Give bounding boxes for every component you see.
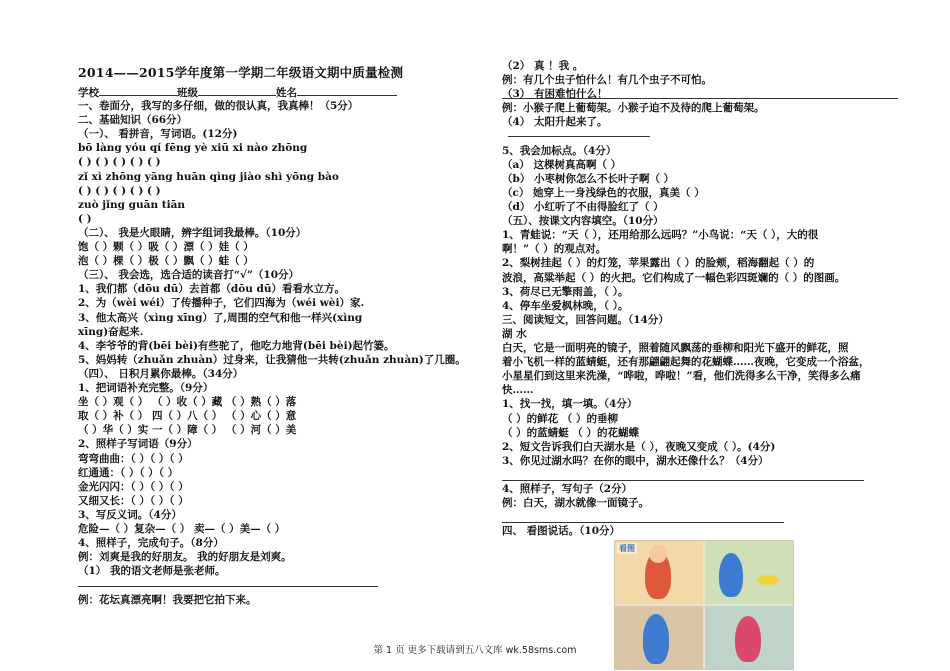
name-label: 姓名 bbox=[276, 87, 297, 99]
answer-line[interactable] bbox=[502, 522, 784, 523]
question-line: 弯弯曲曲：（ ）（ ）（ ） bbox=[78, 452, 189, 465]
question-line: 波浪，高粱举起（ ）的火把。它们构成了一幅色彩四斑斓的（ ）的图画。 bbox=[502, 271, 846, 284]
school-field[interactable] bbox=[99, 86, 177, 96]
question-line: 红通通：（ ）（ ）（ ） bbox=[78, 466, 179, 479]
question-line: （ ）的鲜花 （ ）的垂柳 bbox=[502, 412, 618, 425]
name-field[interactable] bbox=[297, 86, 397, 96]
question-line: （二）、 我是火眼睛，辨字组词我最棒。（10分） bbox=[78, 226, 307, 239]
question-line: 2、短文告诉我们白天湖水是（ ），夜晚又变成（ ）。(4分) bbox=[502, 440, 776, 453]
question-line: ( ) bbox=[78, 212, 92, 225]
question-line: ( ) ( ) ( ) ( ) ( ) bbox=[78, 184, 161, 197]
question-line: （3） 有困难怕什么！ bbox=[502, 88, 608, 101]
question-line: zǐ xì zhōng yāng huān qìng jiào shì yōng bào bbox=[78, 170, 339, 183]
student-info-row bbox=[78, 86, 397, 100]
page-footer: 第 1 页 更多下载请到五八文库 wk.58sms.com bbox=[373, 645, 577, 656]
question-line: 坐（ ）观（ ） （ ）收（ ）藏 （ ）熟（ ）落 bbox=[78, 396, 297, 409]
question-line: xīng)奋起来. bbox=[78, 325, 144, 338]
question-line: 一、卷面分，我写的多仔细，做的很认真，我真棒！（5分） bbox=[78, 100, 359, 112]
question-line: 5、妈妈转（zhuǎn zhuàn）过身来，让我猜他一共转(zhuǎn zhuàn)了几圈。 bbox=[78, 353, 466, 366]
question-line: 例：刘爽是我的好朋友。 我的好朋友是刘爽。 bbox=[78, 551, 292, 564]
question-line: bō làng yóu qí fēng yè xiū xi nào zhōng bbox=[78, 142, 308, 155]
question-line: （三）、 我会选，选合适的读音打“√”（10分） bbox=[78, 269, 299, 282]
exam-title: 2014——2015学年度第一学期二年级语文期中质量检测 bbox=[78, 65, 404, 80]
question-line: （d） 小红听了不由得脸红了（ ） bbox=[502, 201, 664, 213]
question-line: 5、我会加标点。（4分） bbox=[502, 144, 617, 157]
question-line: 金光闪闪：（ ）（ ）（ ） bbox=[78, 480, 189, 493]
question-line: 例：有几个虫子怕什么！有几个虫子不可怕。 bbox=[502, 74, 712, 87]
question-line: 3、写反义词。（4分） bbox=[78, 508, 182, 521]
question-line: 四、 看图说话。（10分） bbox=[502, 525, 621, 538]
question-line: 3、他太高兴（xìng xīng）了,周围的空气和他一样兴(xìng bbox=[78, 311, 363, 324]
question-line: （a） 这棵树真高啊（ ） bbox=[502, 158, 622, 171]
question-line: 例：小猴子爬上葡萄架。小猴子迫不及待的爬上葡萄架。 bbox=[502, 102, 765, 115]
question-line: 2、照样子写词语（9分） bbox=[78, 438, 198, 451]
question-line: 1、青蛙说：“天（ ），还用给那么远吗？”小鸟说：“天（ ），大的很 bbox=[502, 229, 819, 242]
question-line: （b） 小枣树你怎么不长叶子啊（ ） bbox=[502, 172, 675, 185]
story-panel-4 bbox=[705, 606, 793, 669]
question-line: 1、我们都（dōu dū）去首都（dōu dū）看看水立方。 bbox=[78, 283, 346, 296]
question-line: 2、为（wèi wéi）了传播种子，它们四海为（wéi wèi）家. bbox=[78, 297, 365, 310]
question-line: 4、停车坐爱枫林晚，（ ）。 bbox=[502, 299, 629, 312]
question-line: 4、李爷爷的背(bēi bèi)有些驼了，他吃力地背(bēi bèi)起竹篓。 bbox=[78, 339, 395, 352]
question-line: （ ）的蓝蜻蜓 （ ）的花蝴蝶 bbox=[502, 426, 639, 439]
class-label: 班级 bbox=[177, 87, 198, 99]
question-line: 3、荷尽已无擎雨盖，（ ）。 bbox=[502, 285, 629, 298]
question-line: （ ）华（ ）实 一（ ）障（ ） （ ）河（ ）美 bbox=[78, 424, 297, 437]
question-line: 小星星们到这里来洗澡，“哗啦，哗啦！”看，他们洗得多么干净，笑得多么痛 bbox=[502, 370, 861, 383]
question-line: 例：白天，湖水就像一面镜子。 bbox=[502, 497, 649, 510]
answer-line[interactable] bbox=[78, 586, 378, 587]
question-line: 4、照样子，完成句子。（8分） bbox=[78, 537, 224, 550]
answer-line[interactable] bbox=[502, 98, 898, 99]
question-line: 着小飞机一样的蓝蜻蜓，还有那翩翩起舞的花蝴蝶……夜晚，它变成一个浴盆， bbox=[502, 356, 870, 369]
question-line: （1） 我的语文老师是张老师。 bbox=[78, 565, 226, 578]
question-line: 啊！”（ ）的观点对。 bbox=[502, 243, 607, 256]
story-panel-3 bbox=[615, 606, 703, 669]
answer-line[interactable] bbox=[502, 480, 864, 481]
question-line: ( ) ( ) ( ) ( ) ( ) bbox=[78, 156, 161, 169]
question-line: 1、把词语补充完整。（9分） bbox=[78, 382, 214, 394]
school-label: 学校 bbox=[78, 87, 99, 99]
question-line: 饱（ ）颗（ ）吸（ ）漂（ ）娃（ ） bbox=[78, 241, 254, 253]
question-line: 取（ ）补（ ） 四（ ）八（ ） （ ）心（ ）意 bbox=[78, 410, 297, 423]
question-line: （五）、按课文内容填空。（10分） bbox=[502, 215, 664, 228]
question-line: 危险—（ ）复杂—（ ） 卖—（ ）美—（ ） bbox=[78, 523, 286, 535]
question-line: （一）、 看拼音，写词语。(12分) bbox=[78, 128, 238, 141]
question-line: 快…… bbox=[502, 384, 534, 397]
question-line: 4、照样子，写句子（2分） bbox=[502, 483, 633, 495]
question-line: 二、基础知识（66分） bbox=[78, 114, 188, 127]
question-line: 湖 水 bbox=[502, 327, 527, 340]
question-line: 泡（ ）棵（ ）极（ ）飘（ ）蛙（ ） bbox=[78, 255, 254, 268]
question-line: （2） 真 ！我 。 bbox=[502, 60, 584, 72]
picture-tag: 看图 bbox=[619, 544, 635, 553]
story-panel-2 bbox=[705, 541, 793, 604]
question-line: （c） 她穿上一身浅绿色的衣服，真美（ ） bbox=[502, 186, 705, 199]
question-line: 白天，它是一面明亮的镜子，照着随风飘荡的垂柳和阳光下盛开的鲜花，照 bbox=[502, 342, 849, 354]
question-line: 3、你见过湖水吗？在你的眼中，湖水还像什么？（4分） bbox=[502, 454, 769, 467]
question-line: zuò jǐng guān tiān bbox=[78, 198, 186, 211]
question-line: 例：花坛真漂亮啊！我要把它拍下来。 bbox=[78, 593, 257, 606]
question-line: （4） 太阳升起来了。 bbox=[502, 116, 608, 129]
question-line: 1、找一找，填一填。（4分） bbox=[502, 398, 638, 411]
answer-line[interactable] bbox=[508, 136, 650, 137]
class-field[interactable] bbox=[198, 86, 276, 96]
question-line: 三、阅读短文，回答问题。（14分） bbox=[502, 313, 669, 326]
question-line: 又细又长：（ ）（ ）（ ） bbox=[78, 494, 189, 507]
question-line: 2、梨树挂起（ ）的灯笼，苹果露出（ ）的脸颊，稻海翻起（ ）的 bbox=[502, 257, 815, 270]
question-line: （四）、 日积月累你最棒。（34分） bbox=[78, 367, 244, 380]
